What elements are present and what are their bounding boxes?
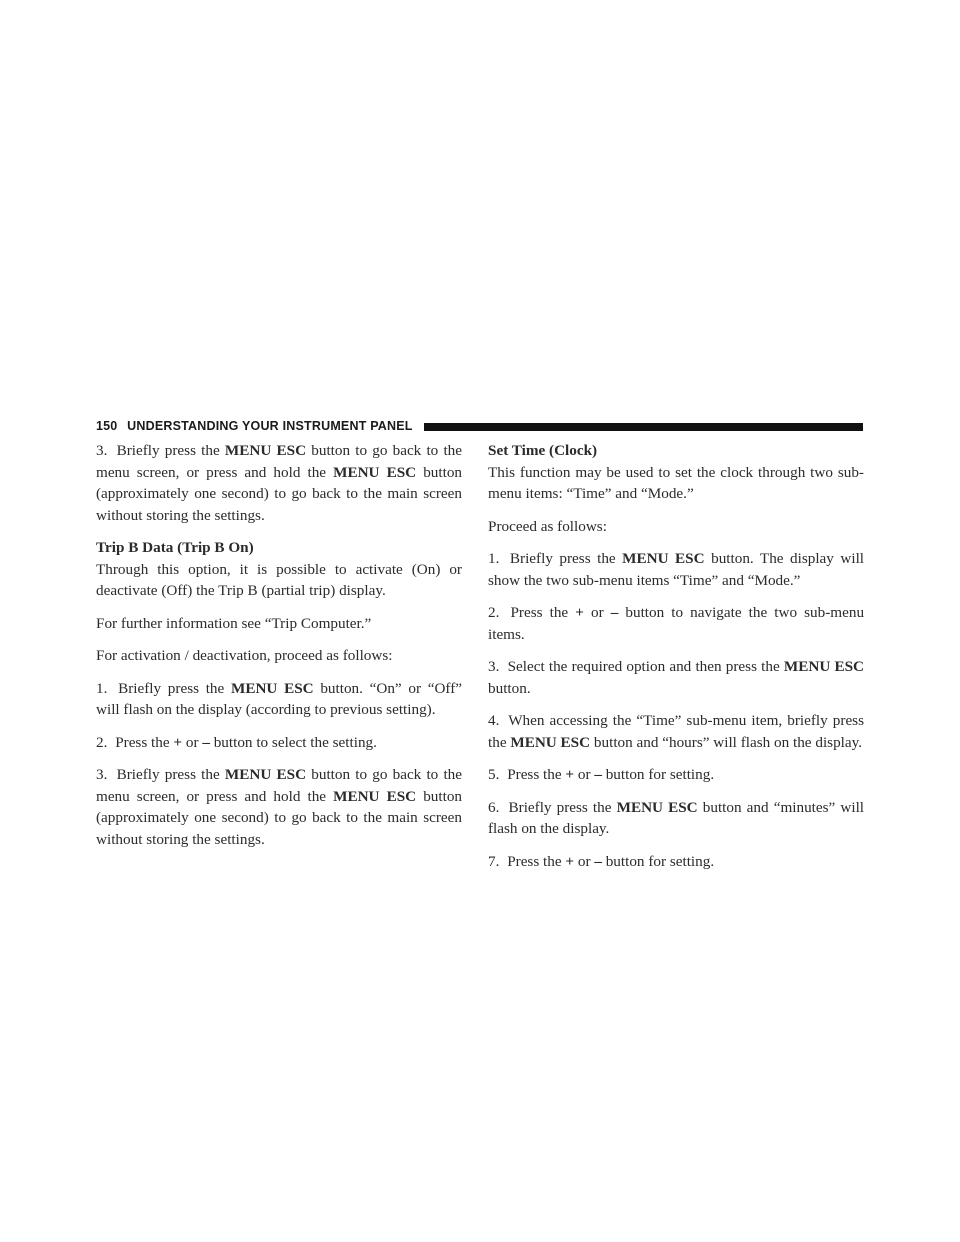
- page-header: [96, 416, 863, 438]
- step-text: button to go back to the menu screen, or press and hold the: [96, 442, 463, 481]
- step-text: Press the: [115, 733, 170, 751]
- step-text: Briefly press the: [116, 766, 220, 783]
- menu-esc-label: MENU ESC: [230, 679, 314, 697]
- step-number: 3.: [488, 658, 500, 675]
- step-number: 2.: [488, 604, 500, 621]
- step-text: Briefly press the: [508, 798, 612, 816]
- section-title: UNDERSTANDING YOUR INSTRUMENT PANEL: [127, 419, 413, 433]
- step-text: button (approximately one second) to go back to the main screen without storing the settings.: [96, 787, 463, 848]
- step-text: Briefly press the: [509, 550, 616, 567]
- minus-symbol: –: [202, 733, 210, 751]
- step-text: button to go back to the menu screen, or press and hold the: [96, 766, 463, 805]
- step-text: or: [577, 766, 591, 783]
- step-number: 4.: [488, 712, 500, 729]
- step-text: button. The display will show the two sub-menu items “Time” and “Mode.”: [488, 550, 865, 589]
- step-text: button to select the setting.: [213, 733, 377, 751]
- right-step-1: [488, 548, 864, 591]
- minus-symbol: –: [594, 766, 602, 783]
- step-text: button and “hours” will flash on the display.: [593, 733, 863, 751]
- minus-symbol: –: [610, 604, 619, 621]
- right-step-4: [488, 710, 864, 753]
- header-text: [96, 419, 413, 433]
- step-text: Select the required option and then press the: [507, 658, 780, 675]
- step-text: Press the: [507, 766, 562, 783]
- step-text: Briefly press the: [116, 442, 220, 459]
- trip-b-description: Through this option, it is possible to activate (On) or deactivate (Off) the Trip B (partial trip) display.: [96, 560, 462, 599]
- menu-esc-label: MENU ESC: [333, 463, 417, 481]
- menu-esc-label: MENU ESC: [333, 787, 417, 805]
- left-step-2: [96, 732, 462, 754]
- step-text: Press the: [510, 604, 569, 621]
- plus-symbol: +: [575, 604, 584, 621]
- left-step-1: [96, 678, 462, 721]
- step-text: or: [590, 604, 604, 621]
- step-text: button to navigate the two sub-menu items.: [488, 604, 865, 643]
- right-step-2: [488, 602, 864, 645]
- step-text: button. “On” or “Off” will flash on the display (according to previous setting).: [96, 679, 463, 718]
- step-text: Press the: [507, 852, 562, 870]
- step-text: button for setting.: [605, 766, 715, 783]
- step-text: or: [185, 733, 199, 751]
- step-number: 2.: [96, 733, 108, 751]
- step-text: button (approximately one second) to go back to the main screen without storing the settings.: [96, 463, 463, 524]
- left-step-3-paragraph: [96, 440, 462, 526]
- right-step-3: [488, 656, 864, 699]
- right-step-6: [488, 797, 864, 840]
- plus-symbol: +: [173, 733, 183, 751]
- page-number: 150: [96, 419, 118, 433]
- step-number: 7.: [488, 852, 500, 870]
- set-time-intro: Proceed as follows:: [488, 517, 607, 535]
- menu-esc-label: MENU ESC: [622, 550, 705, 567]
- plus-symbol: +: [565, 766, 575, 783]
- step-number: 6.: [488, 798, 500, 816]
- trip-b-intro: For activation / deactivation, proceed as follows:: [96, 647, 393, 664]
- right-step-7: [488, 851, 864, 873]
- menu-esc-label: MENU ESC: [224, 766, 307, 783]
- menu-esc-label: MENU ESC: [783, 658, 865, 675]
- plus-symbol: +: [565, 852, 575, 870]
- right-column: [488, 440, 864, 883]
- step-text: button.: [488, 679, 531, 697]
- step-number: 3.: [96, 766, 108, 783]
- step-text: When accessing the “Time” sub-menu item, briefly press the: [488, 712, 865, 751]
- left-step-3: [96, 764, 462, 850]
- step-number: 3.: [96, 442, 108, 459]
- step-number: 1.: [96, 679, 108, 697]
- header-rule-bar: [424, 423, 863, 431]
- right-step-5: [488, 764, 864, 786]
- step-text: Briefly press the: [118, 679, 225, 697]
- step-number: 5.: [488, 766, 500, 783]
- set-time-heading: Set Time (Clock): [488, 442, 598, 459]
- trip-b-heading: Trip B Data (Trip B On): [96, 539, 254, 556]
- step-text: button for setting.: [605, 852, 715, 870]
- menu-esc-label: MENU ESC: [224, 442, 307, 459]
- step-text: button and “minutes” will flash on the display.: [488, 798, 865, 837]
- menu-esc-label: MENU ESC: [510, 733, 591, 751]
- minus-symbol: –: [594, 852, 602, 870]
- step-number: 1.: [488, 550, 500, 567]
- set-time-description: This function may be used to set the clock through two sub-menu items: “Time” and “Mode.”: [488, 463, 864, 502]
- menu-esc-label: MENU ESC: [616, 798, 698, 816]
- left-column: [96, 440, 462, 861]
- step-text: or: [577, 852, 591, 870]
- trip-b-reference: For further information see “Trip Computer.”: [96, 614, 372, 632]
